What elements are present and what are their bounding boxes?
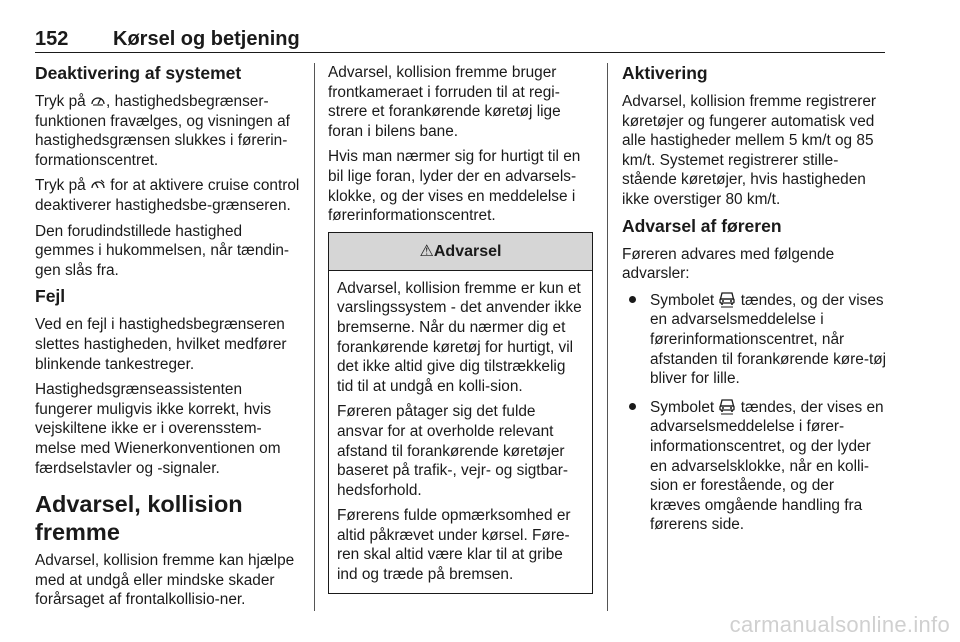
warning-paragraph: Advarsel, kollision fremme er kun et varslingssystem - det anvender ikke bremserne. Når du nærmer dig et forankørende køretøj for hurtigt, vil det ikke altid give dig tilstrækkelig tid til at undgå en kolli-sion. (337, 279, 582, 395)
paragraph: Tryk på , hastighedsbegrænser-funktionen fravælges, og visningen af hastighedsgrænsen slukkes i førerin-formationscentret. (35, 93, 290, 169)
warning-header (329, 233, 592, 271)
column-3 (622, 63, 887, 543)
page-number: 152 (35, 28, 69, 50)
vehicle-ahead-icon (718, 397, 736, 415)
column-2 (328, 63, 593, 594)
page-header (35, 28, 925, 54)
watermark: carmanualsonline.info (729, 612, 950, 637)
warning-paragraph: Føreren påtager sig det fulde ansvar for at overholde relevant afstand til forankørende køretøjer baseret på trafik-, vejr- og sigtbar-hedsforhold. (337, 403, 568, 499)
list-item: Symbolet tændes, der vises en advarselsmeddelelse i fører-informationscentret, og der lyder en advarselsklokke, når en kolli-sion er forestående, og der kræves omgående handling fra førerens side. (622, 397, 887, 535)
bullet (629, 296, 636, 303)
warning-list (622, 290, 887, 535)
bullet (629, 403, 636, 410)
paragraph: Føreren advares med følgende advarsler: (622, 245, 835, 283)
heading-activation: Aktivering (622, 63, 708, 83)
column-divider-2 (607, 63, 608, 611)
warning-body (329, 271, 592, 593)
paragraph: Den forudindstillede hastighed gemmes i hukommelsen, når tændin-gen slås fra. (35, 222, 290, 279)
heading-deactivation: Deaktivering af systemet (35, 63, 242, 83)
paragraph: Tryk på for at aktivere cruise control deaktiverer hastighedsbe-grænseren. (35, 177, 300, 214)
speed-limiter-icon (90, 92, 106, 112)
list-item: Symbolet tændes, og der vises en advarselsmeddelelse i førerinformationscentret, når afstanden til forankørende køre-tøj bliver for lille. (622, 290, 887, 389)
heading-collision-warning: Advarsel, kollision fremme (35, 491, 243, 546)
warning-triangle-icon: ⚠ (419, 242, 434, 260)
cruise-control-icon (90, 176, 106, 196)
heading-driver-warning: Advarsel af føreren (622, 215, 782, 236)
heading-error: Fejl (35, 286, 66, 307)
header-rule (35, 52, 885, 53)
vehicle-ahead-icon (718, 290, 736, 308)
column-divider-1 (314, 63, 315, 611)
paragraph: Hastighedsgrænseassistenten fungerer muligvis ikke korrekt, hvis vejskiltene ikke er i overensstem-melse med Wienerkonventionen om færdselstavler og -signaler. (35, 381, 281, 477)
warning-box (328, 232, 593, 594)
column-1 (35, 63, 300, 616)
warning-title: Advarsel (433, 242, 502, 260)
paragraph: Advarsel, kollision fremme kan hjælpe med at undgå eller mindske skader forårsaget af frontalkollisio-ner. (35, 552, 295, 609)
warning-paragraph: Førerens fulde opmærksomhed er altid påkrævet under kørsel. Føre-ren skal altid være klar til at gribe ind og træde på bremsen. (337, 507, 571, 584)
paragraph: Hvis man nærmer sig for hurtigt til en bil lige foran, lyder der en advarsels-klokke, og der vises en meddelelse i førerinformationscentret. (328, 148, 581, 225)
paragraph: Advarsel, kollision fremme registrerer køretøjer og fungerer automatisk ved alle hastigheder mellem 5 km/t og 85 km/t. Systemet registrerer stille-stående køretøjer, hvis hastigheden ikke overstiger 80 km/t. (622, 93, 877, 208)
paragraph: Advarsel, kollision fremme bruger frontkameraet i forruden til at regi-strere et forankørende køretøj lige foran i bilens bane. (328, 64, 561, 140)
paragraph: Ved en fejl i hastighedsbegrænseren slettes hastigheden, hvilket medfører blinkende tankestreger. (35, 316, 287, 373)
page-title: Kørsel og betjening (113, 28, 300, 50)
